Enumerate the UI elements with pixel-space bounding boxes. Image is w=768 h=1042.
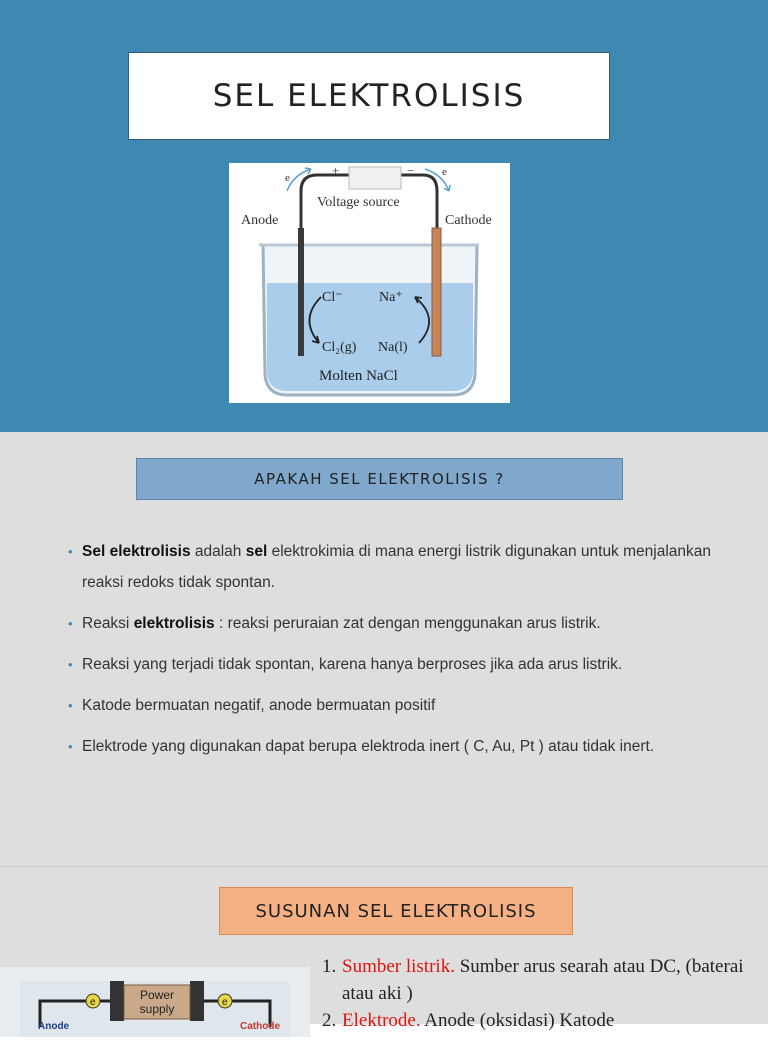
components-list: [322, 953, 762, 1034]
bullet-text: Elektrode yang digunakan dapat berupa elektroda inert ( C, Au, Pt ) atau tidak inert.: [82, 738, 655, 755]
slide-title-text: SEL ELEKTROLISIS: [212, 78, 526, 114]
ion-left-label: Cl⁻: [322, 290, 343, 305]
bullet-text: adalah: [190, 543, 246, 560]
electron-label-right: e: [442, 166, 447, 178]
bullet-item: [68, 690, 728, 721]
components-header-text: SUSUNAN SEL ELEKTROLISIS: [255, 900, 537, 922]
bullet-text: Reaksi yang terjadi tidak spontan, karena hanya berproses jika ada arus listrik.: [82, 656, 623, 673]
anode-label: Anode: [241, 213, 279, 228]
electron-label-right: e: [222, 997, 228, 1008]
cathode-label: Cathode: [445, 213, 492, 228]
voltage-source-box: [349, 167, 401, 189]
list-number: 1.: [322, 956, 337, 977]
wire-right: [401, 175, 437, 228]
anode-label: Anode: [38, 1021, 70, 1032]
bold-term: Sel elektrolisis: [82, 543, 191, 560]
highlight-term: Sumber listrik.: [342, 956, 455, 977]
product-right-label: Na(l): [378, 340, 408, 355]
bold-term: sel: [245, 543, 268, 560]
cathode-electrode: [432, 228, 441, 356]
electrolyte-label: Molten NaCl: [319, 368, 398, 384]
power-supply-label-2: supply: [139, 1002, 175, 1016]
power-supply-diagram: [0, 967, 310, 1037]
bullet-text: elektrokimia di mana energi listrik digunakan untuk menjalankan reaksi redoks tidak spontan.: [82, 543, 712, 591]
components-header: [219, 887, 573, 935]
anode-electrode: [298, 228, 304, 356]
slide-definition: [0, 432, 768, 866]
title-box: [128, 52, 610, 140]
electron-label-left: e: [90, 997, 96, 1008]
electron-arrow-left: [287, 169, 311, 191]
power-supply-label-1: Power: [139, 988, 175, 1002]
list-item: [322, 953, 762, 1007]
voltage-source-label: Voltage source: [317, 195, 400, 210]
electrolysis-diagram: [229, 163, 510, 403]
minus-sign: −: [407, 163, 415, 178]
slide-components: [0, 866, 768, 1032]
list-text: Anode (oksidasi) Katode: [420, 1010, 615, 1031]
bold-term: elektrolisis: [133, 615, 215, 632]
slide-title: [0, 0, 768, 432]
bullet-text: : reaksi peruraian zat dengan menggunakan arus listrik.: [214, 615, 601, 632]
terminal-right: [190, 981, 204, 1021]
electrolysis-cell-illustration: [229, 163, 510, 403]
list-item: [322, 1007, 762, 1034]
product-left-label: Cl₂(g): [322, 340, 357, 355]
definition-header: [136, 458, 623, 500]
bullet-item: [68, 608, 728, 639]
list-number: 2.: [322, 1010, 337, 1031]
bullet-item: [68, 649, 728, 680]
power-supply-illustration: [0, 967, 310, 1037]
cathode-label: Cathode: [240, 1021, 280, 1032]
highlight-term: Elektrode.: [342, 1010, 421, 1031]
terminal-left: [110, 981, 124, 1021]
definition-bullet-list: [68, 536, 728, 772]
definition-header-text: APAKAH SEL ELEKTROLISIS ?: [254, 470, 505, 488]
ion-right-label: Na⁺: [379, 290, 403, 305]
bullet-item: [68, 536, 728, 598]
bullet-item: [68, 731, 728, 762]
bullet-text: Reaksi: [82, 615, 134, 632]
list-text: Sumber arus searah atau DC, (baterai atau aki ): [342, 956, 744, 1004]
plus-sign: +: [332, 163, 340, 178]
electron-label-left: e: [285, 172, 290, 184]
bullet-text: Katode bermuatan negatif, anode bermuatan positif: [82, 697, 436, 714]
